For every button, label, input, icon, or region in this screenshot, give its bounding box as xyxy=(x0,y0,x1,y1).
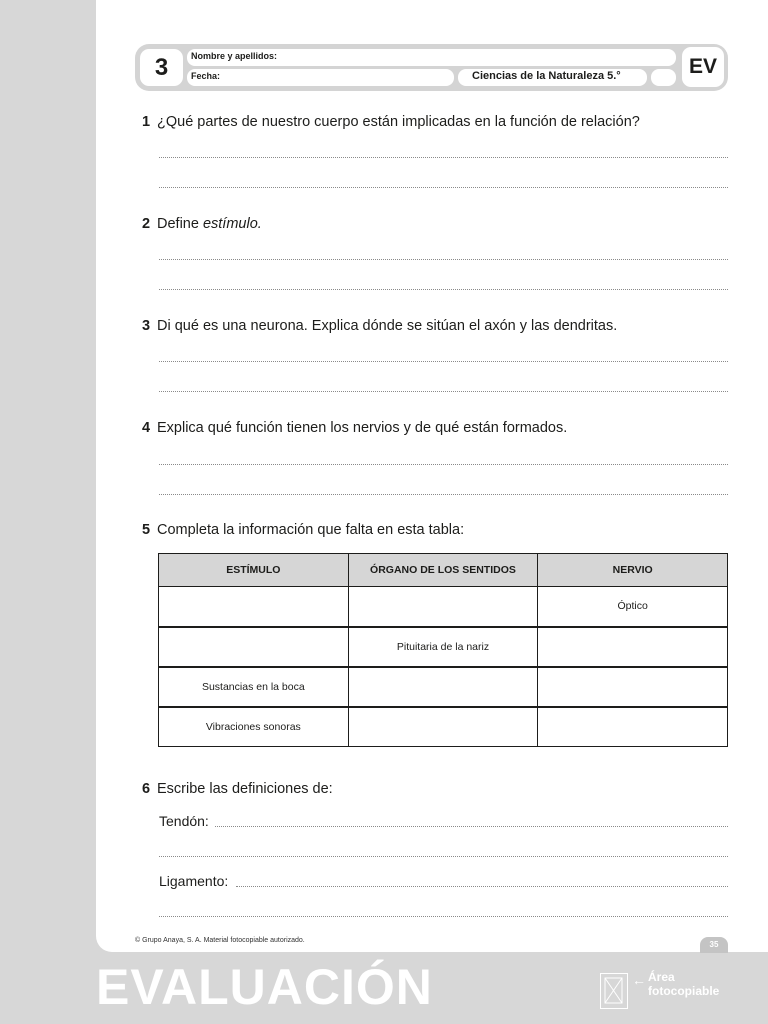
table-header-row xyxy=(159,554,728,587)
evaluation-badge: EV xyxy=(682,47,724,87)
table-cell[interactable] xyxy=(348,587,538,627)
answer-line[interactable] xyxy=(159,259,728,260)
table-cell: Sustancias en la boca xyxy=(159,667,349,707)
header-nerve: NERVIO xyxy=(538,554,728,587)
question-text: ¿Qué partes de nuestro cuerpo están implicadas en la función de relación? xyxy=(157,114,640,130)
definition-term-tendon: Tendón: xyxy=(159,813,209,829)
question-text: Define xyxy=(157,216,203,232)
table-cell[interactable] xyxy=(538,707,728,747)
table-row xyxy=(159,627,728,667)
table-cell: Vibraciones sonoras xyxy=(159,707,349,747)
photocopy-label-line2: fotocopiable xyxy=(648,984,720,998)
question-number: 4 xyxy=(142,420,151,436)
subject-field xyxy=(458,69,647,86)
table-cell: Pituitaria de la nariz xyxy=(348,627,538,667)
answer-line[interactable] xyxy=(159,187,728,188)
table-cell[interactable] xyxy=(538,627,728,667)
table-cell: Óptico xyxy=(538,587,728,627)
table-row xyxy=(159,707,728,747)
answer-line[interactable] xyxy=(159,157,728,158)
answer-line[interactable] xyxy=(215,826,728,827)
date-label: Fecha: xyxy=(191,71,221,81)
question-3 xyxy=(142,318,617,334)
header-sense-organ: ÓRGANO DE LOS SENTIDOS xyxy=(348,554,538,587)
extra-field xyxy=(651,69,676,86)
question-5 xyxy=(142,522,464,538)
photocopy-label-line1: Área xyxy=(648,970,675,984)
question-2 xyxy=(142,216,262,232)
answer-line[interactable] xyxy=(159,391,728,392)
photocopy-icon xyxy=(600,973,628,1009)
photocopy-area-badge xyxy=(600,970,740,1010)
section-title: EVALUACIÓN xyxy=(96,959,433,1015)
question-text: Escribe las definiciones de: xyxy=(157,781,333,797)
unit-number: 3 xyxy=(140,49,183,86)
question-text: Explica qué función tienen los nervios y de qué están formados. xyxy=(157,420,568,436)
answer-line[interactable] xyxy=(159,494,728,495)
arrow-left-icon: ← xyxy=(632,972,646,988)
question-number: 5 xyxy=(142,522,151,538)
table-cell[interactable] xyxy=(348,667,538,707)
question-term: estímulo. xyxy=(202,216,262,232)
copyright-notice: © Grupo Anaya, S. A. Material fotocopiable autorizado. xyxy=(135,937,305,944)
name-field[interactable] xyxy=(187,49,676,66)
page-number: 35 xyxy=(700,937,728,953)
answer-line[interactable] xyxy=(236,886,728,887)
header-stimulus: ESTÍMULO xyxy=(159,554,349,587)
question-number: 1 xyxy=(142,114,151,130)
question-number: 2 xyxy=(142,216,151,232)
question-1 xyxy=(142,114,640,130)
answer-line[interactable] xyxy=(159,856,728,857)
question-number: 6 xyxy=(142,781,151,797)
table-cell[interactable] xyxy=(348,707,538,747)
worksheet-page xyxy=(96,0,768,952)
senses-table xyxy=(158,553,728,747)
table-row xyxy=(159,587,728,627)
question-text: Di qué es una neurona. Explica dónde se sitúan el axón y las dendritas. xyxy=(157,318,618,334)
table-cell[interactable] xyxy=(538,667,728,707)
table-row xyxy=(159,667,728,707)
question-6 xyxy=(142,781,333,797)
subject-label: Ciencias de la Naturaleza 5.° xyxy=(472,70,621,82)
definition-term-ligament: Ligamento: xyxy=(159,873,229,889)
question-number: 3 xyxy=(142,318,151,334)
table-cell[interactable] xyxy=(159,587,349,627)
answer-line[interactable] xyxy=(159,916,728,917)
answer-line[interactable] xyxy=(159,361,728,362)
answer-line[interactable] xyxy=(159,464,728,465)
answer-line[interactable] xyxy=(159,289,728,290)
question-4 xyxy=(142,420,567,436)
question-text: Completa la información que falta en esta tabla: xyxy=(157,522,465,538)
table-cell[interactable] xyxy=(159,627,349,667)
name-label: Nombre y apellidos: xyxy=(191,51,278,61)
date-field[interactable] xyxy=(187,69,454,86)
